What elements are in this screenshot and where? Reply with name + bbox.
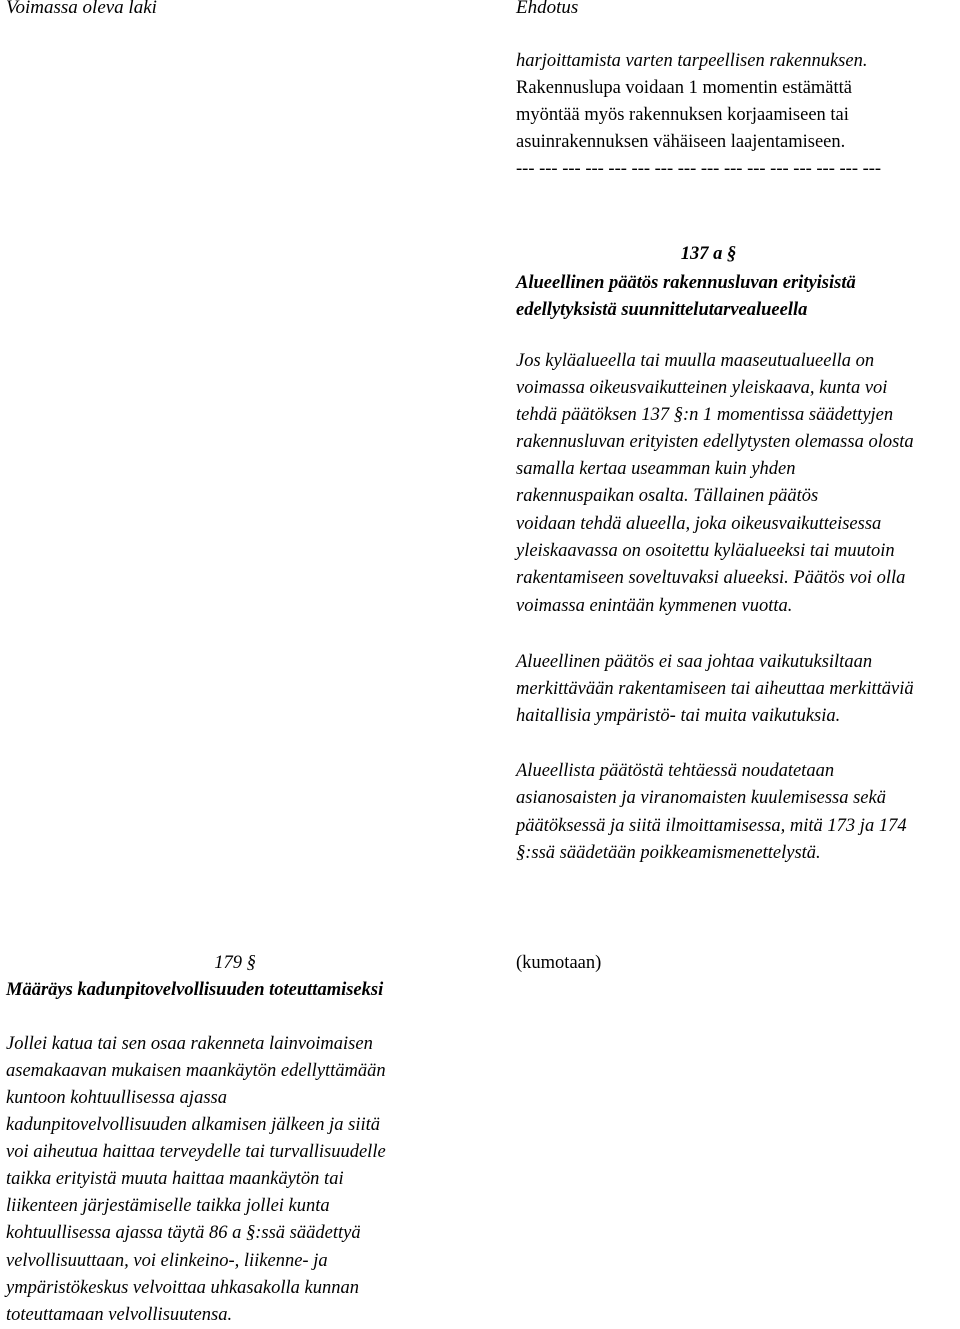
text-line: kuntoon kohtuullisessa ajassa (6, 1088, 227, 1108)
text-line: voimassa enintään kymmenen vuotta. (516, 596, 793, 616)
text-line: tehdä päätöksen 137 §:n 1 momentissa säädettyjen (516, 405, 894, 425)
section-number: 179 § (214, 953, 256, 973)
text-line: Rakennuslupa voidaan 1 momentin estämättä (516, 78, 852, 98)
text-line: rakennusluvan erityisten edellytysten olemassa olosta (516, 432, 914, 452)
text-line: kadunpitovelvollisuuden alkamisen jälkeen ja siitä (6, 1115, 381, 1135)
text-line: rakentamiseen soveltuvaksi alueeksi. Päätös voi olla (516, 568, 906, 588)
text-line: Jollei katua tai sen osaa rakenneta lainvoimaisen (6, 1034, 373, 1054)
text-line: rakennuspaikan osalta. Tällainen päätös (516, 486, 819, 506)
text-line: Jos kyläalueella tai muulla maaseutualueella on (516, 351, 875, 371)
text-line: merkittävään rakentamiseen tai aiheuttaa merkittäviä (516, 679, 914, 699)
separator-dashes: --- --- --- --- --- --- --- --- --- --- --- --- --- --- --- --- (516, 159, 882, 179)
text-line: yleiskaavassa on osoitettu kyläalueeksi tai muutoin (516, 541, 895, 561)
text-line: toteuttamaan velvollisuutensa. (6, 1305, 233, 1325)
text-line: Alueellista päätöstä tehtäessä noudatetaan (516, 761, 835, 781)
repealed-note: (kumotaan) (516, 953, 602, 973)
section-title-line: edellytyksistä suunnittelutarvealueella (516, 300, 808, 320)
text-line: voidaan tehdä alueella, joka oikeusvaikutteisessa (516, 514, 882, 534)
text-line: asemakaavan mukaisen maankäytön edellyttämään (6, 1061, 386, 1081)
text-line: asuinrakennuksen vähäiseen laajentamiseen. (516, 132, 846, 152)
text-line: §:ssä säädetään poikkeamismenettelystä. (516, 843, 821, 863)
text-line: harjoittamista varten tarpeellisen rakennuksen. (516, 51, 868, 71)
section-number: 137 a § (680, 244, 737, 264)
text-line: kohtuullisessa ajassa täytä 86 a §:ssä säädettyä (6, 1223, 361, 1243)
left-column-header: Voimassa oleva laki (6, 0, 157, 18)
right-column-header: Ehdotus (516, 0, 579, 18)
text-line: päätöksessä ja siitä ilmoittamisessa, mitä 173 ja 174 (516, 816, 907, 836)
section-title-line: Alueellinen päätös rakennusluvan erityisistä (516, 273, 856, 293)
text-line: samalla kertaa useamman kuin yhden (516, 459, 796, 479)
text-line: asianosaisten ja viranomaisten kuulemisessa sekä (516, 788, 886, 808)
text-line: taikka erityistä muuta haittaa maankäytön tai (6, 1169, 344, 1189)
text-line: haitallisia ympäristö- tai muita vaikutuksia. (516, 706, 841, 726)
text-line: Alueellinen päätös ei saa johtaa vaikutuksiltaan (516, 652, 873, 672)
text-line: myöntää myös rakennuksen korjaamiseen tai (516, 105, 849, 125)
text-line: voimassa oikeusvaikutteinen yleiskaava, kunta voi (516, 378, 888, 398)
text-line: velvollisuuttaan, voi elinkeino-, liikenne- ja (6, 1251, 328, 1271)
text-line: liikenteen järjestämiselle taikka jollei kunta (6, 1196, 330, 1216)
section-title: Määräys kadunpitovelvollisuuden toteuttamiseksi (6, 980, 384, 1000)
text-line: ympäristökeskus velvoittaa uhkasakolla kunnan (6, 1278, 359, 1298)
text-line: voi aiheutua haittaa terveydelle tai turvallisuudelle (6, 1142, 386, 1162)
